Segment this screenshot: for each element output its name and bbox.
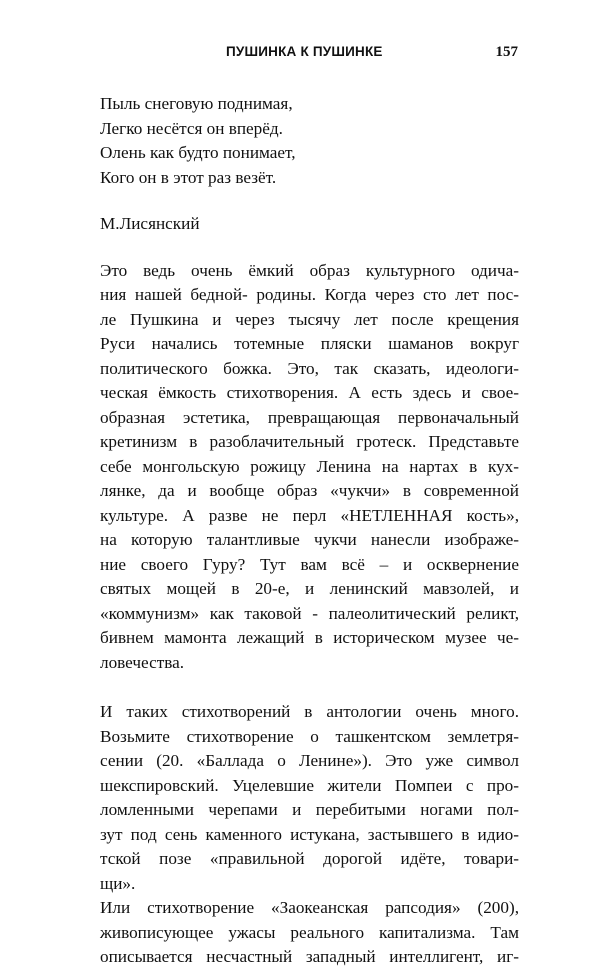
- text-line: шекспировский. Уцелевшие жители Помпеи с про-: [100, 775, 519, 795]
- paragraph-1: [100, 259, 519, 676]
- text-line: ловечества.: [100, 652, 185, 672]
- page-body: [100, 92, 519, 970]
- text-line: лянке, да и вообще образ «чукчи» в современной: [100, 481, 519, 500]
- text-line: «коммунизм» как таковой - палеолитический реликт,: [100, 603, 519, 623]
- text-line: культуре. А разве не перл «НЕТЛЕННАЯ кость»,: [100, 505, 519, 525]
- text-line: зут под сень каменного истукана, застывшего в идио-: [100, 824, 519, 844]
- text-line: сении (20. «Баллада о Ленине»). Это уже символ: [100, 751, 519, 770]
- paragraph-2: [100, 700, 519, 896]
- page-number: 157: [495, 44, 518, 60]
- poem-author: М.Лисянский: [100, 214, 200, 233]
- text-line: святых мощей в 20-е, и ленинский мавзолей, и: [100, 579, 519, 598]
- text-line: Возьмите стихотворение о ташкентском землетря-: [100, 726, 519, 746]
- poem: [100, 92, 519, 190]
- text-line: Руси начались тотемные пляски шаманов вокруг: [100, 334, 519, 353]
- poem-line: Легко несётся он вперёд.: [100, 118, 283, 138]
- text-line: образная эстетика, превращающая первоначальный: [100, 407, 519, 427]
- text-line: ние своего Гуру? Тут вам всё – и осквернение: [100, 554, 519, 574]
- page-header: [64, 44, 518, 66]
- poem-line: Кого он в этот раз везёт.: [100, 167, 277, 187]
- text-line: Это ведь очень ёмкий образ культурного одича-: [100, 260, 519, 280]
- poem-line: Пыль снеговую поднимая,: [100, 94, 293, 113]
- text-line: Или стихотворение «Заокеанская рапсодия» (200),: [100, 898, 519, 917]
- text-line: ломленными черепами и перебитыми ногами пол-: [100, 800, 519, 819]
- text-line: политического божка. Это, так сказать, идеологи-: [100, 358, 519, 378]
- text-line: описывается несчастный западный интеллигент, иг-: [100, 947, 519, 966]
- text-line: щи».: [100, 873, 136, 893]
- text-line: ния нашей бедной- родины. Когда через сто лет пос-: [100, 285, 519, 304]
- running-title: ПУШИНКА К ПУШИНКЕ: [226, 44, 383, 59]
- text-line: ле Пушкина и через тысячу лет после крещения: [100, 309, 519, 329]
- text-line: тской позе «правильной дорогой идёте, товари-: [100, 849, 519, 868]
- paragraph-3: [100, 896, 519, 970]
- text-line: на которую талантливые чукчи нанесли изображе-: [100, 530, 519, 549]
- text-line: ческая ёмкость стихотворения. А есть здесь и свое-: [100, 383, 519, 402]
- paragraph-gap: [100, 675, 519, 700]
- text-line: живописующее ужасы реального капитализма. Там: [100, 922, 519, 942]
- poem-line: Олень как будто понимает,: [100, 143, 296, 162]
- text-line: кретинизм в разоблачительный гротеск. Представьте: [100, 432, 519, 451]
- text-line: себе монгольскую рожицу Ленина на нартах в кух-: [100, 456, 519, 476]
- text-line: И таких стихотворений в антологии очень много.: [100, 702, 519, 721]
- text-line: бивнем мамонта лежащий в историческом музее че-: [100, 628, 519, 647]
